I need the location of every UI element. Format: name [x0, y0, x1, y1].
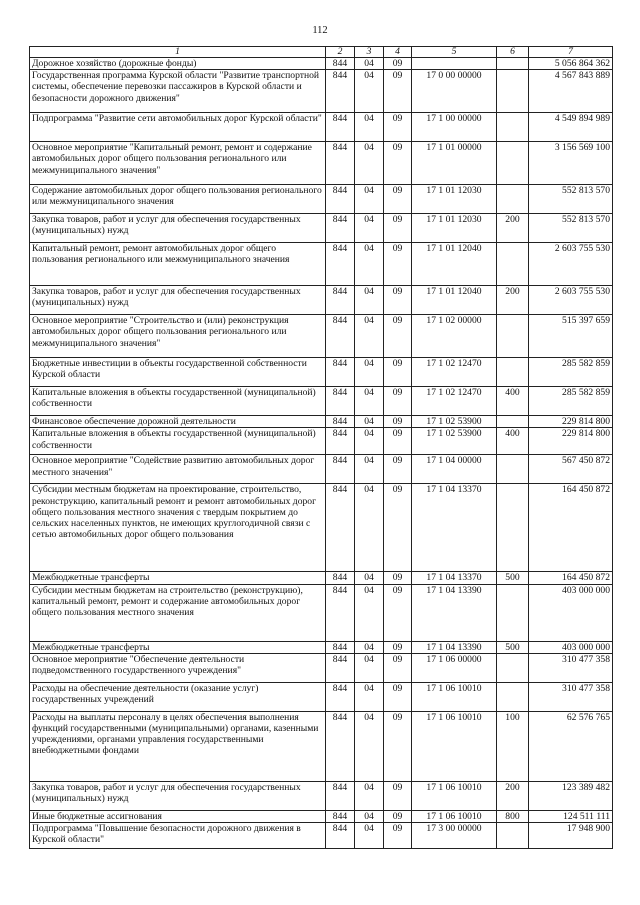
row-vr-cell: 500 — [497, 641, 529, 653]
row-gr-cell: 844 — [326, 810, 355, 822]
row-pr-cell: 09 — [384, 142, 412, 185]
table-row — [30, 142, 613, 185]
row-pr-cell: 09 — [384, 286, 412, 315]
row-name-cell: Содержание автомобильных дорог общего пользования регионального или межмуниципального значения — [30, 185, 326, 214]
row-csr-cell: 17 1 01 12030 — [412, 214, 497, 243]
row-name-cell: Бюджетные инвестиции в объекты государственной собственности Курской области — [30, 358, 326, 387]
row-name-cell: Дорожное хозяйство (дорожные фонды) — [30, 58, 326, 70]
row-csr-cell: 17 1 02 53900 — [412, 416, 497, 428]
row-rz-cell: 04 — [355, 214, 384, 243]
row-csr-cell: 17 1 06 10010 — [412, 682, 497, 711]
row-name-cell: Капитальные вложения в объекты государственной (муниципальной) собственности — [30, 387, 326, 416]
row-gr-cell: 844 — [326, 214, 355, 243]
row-rz-cell: 04 — [355, 781, 384, 810]
row-pr-cell: 09 — [384, 70, 412, 113]
row-gr-cell: 844 — [326, 641, 355, 653]
row-pr-cell: 09 — [384, 584, 412, 641]
row-rz-cell: 04 — [355, 584, 384, 641]
row-gr-cell: 844 — [326, 428, 355, 455]
row-csr-cell: 17 1 00 00000 — [412, 113, 497, 142]
page-number: 112 — [312, 25, 328, 36]
row-name-cell: Основное мероприятие "Содействие развитию автомобильных дорог местного значения" — [30, 455, 326, 484]
row-name-cell: Государственная программа Курской области "Развитие транспортной системы, обеспечение перевозки пассажиров в Курской области и безопасности дорожного движения" — [30, 70, 326, 113]
row-csr-cell: 17 1 01 00000 — [412, 142, 497, 185]
row-csr-cell: 17 1 06 10010 — [412, 781, 497, 810]
row-name-cell: Межбюджетные трансферты — [30, 572, 326, 584]
table-row — [30, 781, 613, 810]
row-gr-cell: 844 — [326, 455, 355, 484]
row-amount-cell: 164 450 872 — [529, 484, 613, 572]
row-gr-cell: 844 — [326, 358, 355, 387]
row-name-cell: Расходы на выплаты персоналу в целях обеспечения выполнения функций государственными (муниципальными) органами, казенными учреждениями, органами управления государственными внебюджетными фондами — [30, 711, 326, 781]
table-row — [30, 58, 613, 70]
row-vr-cell — [497, 185, 529, 214]
row-name-cell: Межбюджетные трансферты — [30, 641, 326, 653]
row-rz-cell: 04 — [355, 315, 384, 358]
table-row — [30, 455, 613, 484]
row-amount-cell: 552 813 570 — [529, 214, 613, 243]
row-csr-cell: 17 1 02 12470 — [412, 358, 497, 387]
row-csr-cell: 17 1 06 10010 — [412, 810, 497, 822]
row-gr-cell: 844 — [326, 70, 355, 113]
row-name-cell: Подпрограмма "Повышение безопасности дорожного движения в Курской области" — [30, 823, 326, 849]
table-row — [30, 113, 613, 142]
row-vr-cell: 100 — [497, 711, 529, 781]
row-name-cell: Расходы на обеспечение деятельности (оказание услуг) государственных учреждений — [30, 682, 326, 711]
header-cell: 1 — [30, 47, 326, 58]
table-row — [30, 682, 613, 711]
row-gr-cell: 844 — [326, 484, 355, 572]
row-rz-cell: 04 — [355, 484, 384, 572]
row-amount-cell: 403 000 000 — [529, 584, 613, 641]
header-cell: 6 — [497, 47, 529, 58]
row-name-cell: Иные бюджетные ассигнования — [30, 810, 326, 822]
row-rz-cell: 04 — [355, 823, 384, 849]
row-name-cell: Основное мероприятие "Строительство и (или) реконструкция автомобильных дорог общего пользования регионального или межмуниципального значения" — [30, 315, 326, 358]
row-rz-cell: 04 — [355, 416, 384, 428]
row-rz-cell: 04 — [355, 286, 384, 315]
row-name-cell: Субсидии местным бюджетам на проектирование, строительство, реконструкцию, капитальный ремонт и ремонт автомобильных дорог общего пользования местного значения с твердым покрытием до сельских населенных пунктов, не имеющих круглогодичной связи с сетью автомобильных дорог общего пользования — [30, 484, 326, 572]
row-amount-cell: 229 814 800 — [529, 428, 613, 455]
row-csr-cell: 17 1 04 00000 — [412, 455, 497, 484]
row-pr-cell: 09 — [384, 214, 412, 243]
row-csr-cell: 17 1 02 00000 — [412, 315, 497, 358]
row-vr-cell — [497, 70, 529, 113]
row-name-cell: Капитальный ремонт, ремонт автомобильных дорог общего пользования регионального или межмуниципального значения — [30, 243, 326, 286]
row-gr-cell: 844 — [326, 682, 355, 711]
row-rz-cell: 04 — [355, 682, 384, 711]
table-row — [30, 823, 613, 849]
row-gr-cell: 844 — [326, 113, 355, 142]
row-amount-cell: 3 156 569 100 — [529, 142, 613, 185]
row-vr-cell — [497, 58, 529, 70]
row-gr-cell: 844 — [326, 572, 355, 584]
row-csr-cell: 17 1 01 12030 — [412, 185, 497, 214]
table-row — [30, 387, 613, 416]
table-row — [30, 416, 613, 428]
header-cell: 4 — [384, 47, 412, 58]
row-pr-cell: 09 — [384, 387, 412, 416]
row-gr-cell: 844 — [326, 416, 355, 428]
row-rz-cell: 04 — [355, 455, 384, 484]
row-gr-cell: 844 — [326, 387, 355, 416]
row-name-cell: Закупка товаров, работ и услуг для обеспечения государственных (муниципальных) нужд — [30, 214, 326, 243]
row-name-cell: Субсидии местным бюджетам на строительство (реконструкцию), капитальный ремонт, ремонт и содержание автомобильных дорог общего пользования местного значения — [30, 584, 326, 641]
row-gr-cell: 844 — [326, 653, 355, 682]
row-csr-cell: 17 0 00 00000 — [412, 70, 497, 113]
table-row — [30, 243, 613, 286]
row-amount-cell: 123 389 482 — [529, 781, 613, 810]
row-vr-cell: 500 — [497, 572, 529, 584]
row-amount-cell: 5 056 864 362 — [529, 58, 613, 70]
row-amount-cell: 164 450 872 — [529, 572, 613, 584]
row-amount-cell: 285 582 859 — [529, 358, 613, 387]
row-csr-cell: 17 1 04 13370 — [412, 572, 497, 584]
row-vr-cell: 400 — [497, 387, 529, 416]
row-amount-cell: 515 397 659 — [529, 315, 613, 358]
row-name-cell: Основное мероприятие "Обеспечение деятельности подведомственного государственного учреждения" — [30, 653, 326, 682]
row-amount-cell: 62 576 765 — [529, 711, 613, 781]
header-cell: 7 — [529, 47, 613, 58]
row-name-cell: Закупка товаров, работ и услуг для обеспечения государственных (муниципальных) нужд — [30, 286, 326, 315]
table-row — [30, 641, 613, 653]
table-row — [30, 315, 613, 358]
row-amount-cell: 2 603 755 530 — [529, 286, 613, 315]
row-gr-cell: 844 — [326, 823, 355, 849]
table-row — [30, 185, 613, 214]
row-gr-cell: 844 — [326, 315, 355, 358]
row-vr-cell — [497, 653, 529, 682]
table-row — [30, 572, 613, 584]
row-rz-cell: 04 — [355, 185, 384, 214]
table-row — [30, 484, 613, 572]
row-csr-cell: 17 1 06 10010 — [412, 711, 497, 781]
row-vr-cell — [497, 823, 529, 849]
row-vr-cell — [497, 243, 529, 286]
row-pr-cell: 09 — [384, 653, 412, 682]
row-amount-cell: 403 000 000 — [529, 641, 613, 653]
row-pr-cell: 09 — [384, 484, 412, 572]
row-amount-cell: 310 477 358 — [529, 653, 613, 682]
row-amount-cell: 310 477 358 — [529, 682, 613, 711]
row-rz-cell: 04 — [355, 428, 384, 455]
row-amount-cell: 285 582 859 — [529, 387, 613, 416]
table-row — [30, 584, 613, 641]
row-vr-cell: 200 — [497, 214, 529, 243]
row-gr-cell: 844 — [326, 286, 355, 315]
row-pr-cell: 09 — [384, 416, 412, 428]
row-pr-cell: 09 — [384, 810, 412, 822]
row-vr-cell — [497, 584, 529, 641]
row-rz-cell: 04 — [355, 653, 384, 682]
table-row — [30, 653, 613, 682]
row-pr-cell: 09 — [384, 711, 412, 781]
row-vr-cell — [497, 315, 529, 358]
table-row — [30, 286, 613, 315]
row-amount-cell: 124 511 111 — [529, 810, 613, 822]
row-gr-cell: 844 — [326, 142, 355, 185]
row-vr-cell: 800 — [497, 810, 529, 822]
row-vr-cell — [497, 682, 529, 711]
row-csr-cell: 17 1 04 13390 — [412, 641, 497, 653]
row-amount-cell: 2 603 755 530 — [529, 243, 613, 286]
row-pr-cell: 09 — [384, 113, 412, 142]
row-amount-cell: 17 948 900 — [529, 823, 613, 849]
row-pr-cell: 09 — [384, 682, 412, 711]
row-rz-cell: 04 — [355, 810, 384, 822]
row-vr-cell — [497, 358, 529, 387]
row-csr-cell: 17 1 06 00000 — [412, 653, 497, 682]
table-row — [30, 214, 613, 243]
row-vr-cell — [497, 113, 529, 142]
row-amount-cell: 567 450 872 — [529, 455, 613, 484]
row-name-cell: Финансовое обеспечение дорожной деятельности — [30, 416, 326, 428]
row-rz-cell: 04 — [355, 142, 384, 185]
row-pr-cell: 09 — [384, 185, 412, 214]
table-row — [30, 70, 613, 113]
row-pr-cell: 09 — [384, 315, 412, 358]
row-rz-cell: 04 — [355, 641, 384, 653]
row-csr-cell: 17 1 01 12040 — [412, 243, 497, 286]
row-rz-cell: 04 — [355, 358, 384, 387]
row-rz-cell: 04 — [355, 113, 384, 142]
row-csr-cell: 17 1 02 12470 — [412, 387, 497, 416]
row-pr-cell: 09 — [384, 58, 412, 70]
row-name-cell: Капитальные вложения в объекты государственной (муниципальной) собственности — [30, 428, 326, 455]
header-row — [30, 47, 613, 58]
row-csr-cell: 17 1 04 13370 — [412, 484, 497, 572]
row-csr-cell — [412, 58, 497, 70]
row-csr-cell: 17 3 00 00000 — [412, 823, 497, 849]
row-amount-cell: 4 567 843 889 — [529, 70, 613, 113]
header-cell: 3 — [355, 47, 384, 58]
row-amount-cell: 229 814 800 — [529, 416, 613, 428]
row-pr-cell: 09 — [384, 781, 412, 810]
row-gr-cell: 844 — [326, 185, 355, 214]
table-row — [30, 428, 613, 455]
row-csr-cell: 17 1 04 13390 — [412, 584, 497, 641]
row-name-cell: Подпрограмма "Развитие сети автомобильных дорог Курской области" — [30, 113, 326, 142]
row-name-cell: Основное мероприятие "Капитальный ремонт, ремонт и содержание автомобильных дорог общего пользования регионального или межмуниципального значения" — [30, 142, 326, 185]
row-csr-cell: 17 1 01 12040 — [412, 286, 497, 315]
row-rz-cell: 04 — [355, 572, 384, 584]
row-gr-cell: 844 — [326, 711, 355, 781]
table-row — [30, 358, 613, 387]
row-vr-cell — [497, 484, 529, 572]
row-rz-cell: 04 — [355, 387, 384, 416]
row-pr-cell: 09 — [384, 358, 412, 387]
row-gr-cell: 844 — [326, 781, 355, 810]
row-vr-cell: 200 — [497, 286, 529, 315]
row-rz-cell: 04 — [355, 58, 384, 70]
row-gr-cell: 844 — [326, 243, 355, 286]
table-row — [30, 711, 613, 781]
row-pr-cell: 09 — [384, 823, 412, 849]
row-name-cell: Закупка товаров, работ и услуг для обеспечения государственных (муниципальных) нужд — [30, 781, 326, 810]
row-pr-cell: 09 — [384, 572, 412, 584]
row-rz-cell: 04 — [355, 711, 384, 781]
row-vr-cell — [497, 416, 529, 428]
row-vr-cell — [497, 142, 529, 185]
row-rz-cell: 04 — [355, 70, 384, 113]
row-gr-cell: 844 — [326, 584, 355, 641]
row-rz-cell: 04 — [355, 243, 384, 286]
row-pr-cell: 09 — [384, 641, 412, 653]
row-amount-cell: 4 549 894 989 — [529, 113, 613, 142]
table-row — [30, 810, 613, 822]
header-cell: 2 — [326, 47, 355, 58]
header-cell: 5 — [412, 47, 497, 58]
row-pr-cell: 09 — [384, 428, 412, 455]
row-vr-cell: 400 — [497, 428, 529, 455]
row-pr-cell: 09 — [384, 455, 412, 484]
row-amount-cell: 552 813 570 — [529, 185, 613, 214]
row-csr-cell: 17 1 02 53900 — [412, 428, 497, 455]
row-pr-cell: 09 — [384, 243, 412, 286]
row-vr-cell: 200 — [497, 781, 529, 810]
row-vr-cell — [497, 455, 529, 484]
row-gr-cell: 844 — [326, 58, 355, 70]
budget-table — [29, 46, 613, 849]
